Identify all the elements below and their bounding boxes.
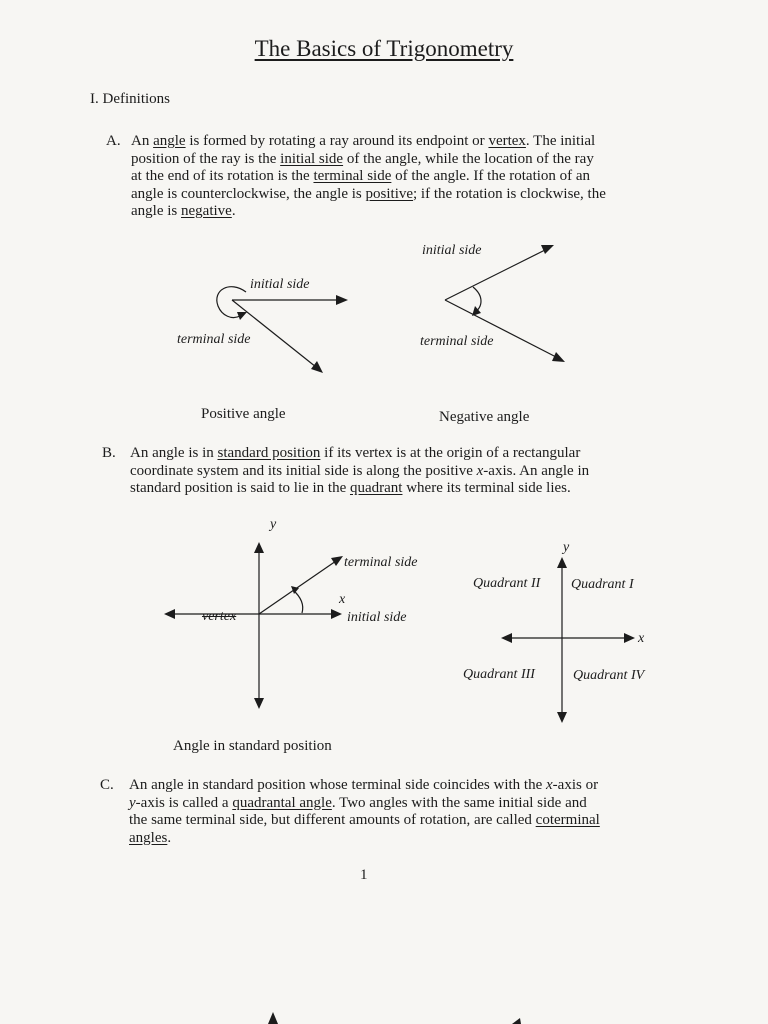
text-line: standard position is said to lie in the quadrant where its terminal side lies. [130,480,571,496]
defined-term: coterminal [535,812,600,828]
math-variable: x [476,462,484,479]
text-line: angle is negative. [131,203,236,219]
vertex-label: vertex [202,609,237,624]
item-label: A. [106,133,121,149]
page-number: 1 [360,867,368,883]
y-axis-label: y [563,540,570,555]
text-line: An angle is formed by rotating a ray around its endpoint or vertex. The initial [131,133,596,149]
terminal-side-label: terminal side [177,332,251,347]
defined-term: vertex [488,133,526,149]
quadrant-ii-label: Quadrant II [473,576,541,591]
positive-angle-caption: Positive angle [201,406,286,422]
defined-term: quadrantal angle [232,794,332,811]
math-variable: y [129,794,136,811]
x-axis-label: x [339,592,346,607]
defined-term: quadrant [349,480,403,496]
math-variable: x [546,777,553,793]
terminal-side-label: terminal side [420,334,494,349]
text-line: angle is counterclockwise, the angle is positive; if the rotation is clockwise, the [131,185,606,202]
quadrant-iv-label: Quadrant IV [573,668,645,683]
text-line: angles. [129,829,172,846]
defined-term: negative [181,203,232,219]
page-title: The Basics of Trigonometry [254,36,514,61]
terminal-side-label: terminal side [344,555,418,570]
text-line: the same terminal side, but different amounts of rotation, are called coterminal [129,812,600,828]
defined-term: initial side [280,150,344,167]
defined-term: positive [365,185,414,202]
arrowhead [512,1018,521,1024]
section-number: I. [90,91,99,107]
x-axis-label: x [638,631,645,646]
negative-angle-caption: Negative angle [439,409,530,425]
text-line: at the end of its rotation is the terminal side of the angle. If the rotation of an [131,168,591,184]
initial-side-label: initial side [250,277,310,292]
standard-position-caption: Angle in standard position [173,738,332,754]
quadrant-i-label: Quadrant I [571,577,634,592]
defined-term: angle [153,133,186,149]
text-line: An angle is in standard position if its vertex is at the origin of a rectangular [130,445,581,461]
arrowhead [268,1012,278,1024]
text-line: y-axis is called a quadrantal angle. Two angles with the same initial side and [129,794,587,811]
initial-side-label: initial side [347,610,407,625]
y-axis-label: y [270,517,277,532]
text-line: coordinate system and its initial side is along the positive x-axis. An angle in [130,462,590,479]
section-title: Definitions [102,91,170,107]
defined-term: angles [129,829,168,846]
item-label: C. [100,777,114,793]
initial-side-label: initial side [422,243,482,258]
item-label: B. [102,445,116,461]
text-line: position of the ray is the initial side of the angle, while the location of the ray [131,150,594,167]
defined-term: standard position [217,445,321,461]
quadrant-iii-label: Quadrant III [463,667,535,682]
text-line: An angle in standard position whose terminal side coincides with the x-axis or [129,777,599,793]
defined-term: terminal side [313,168,392,184]
